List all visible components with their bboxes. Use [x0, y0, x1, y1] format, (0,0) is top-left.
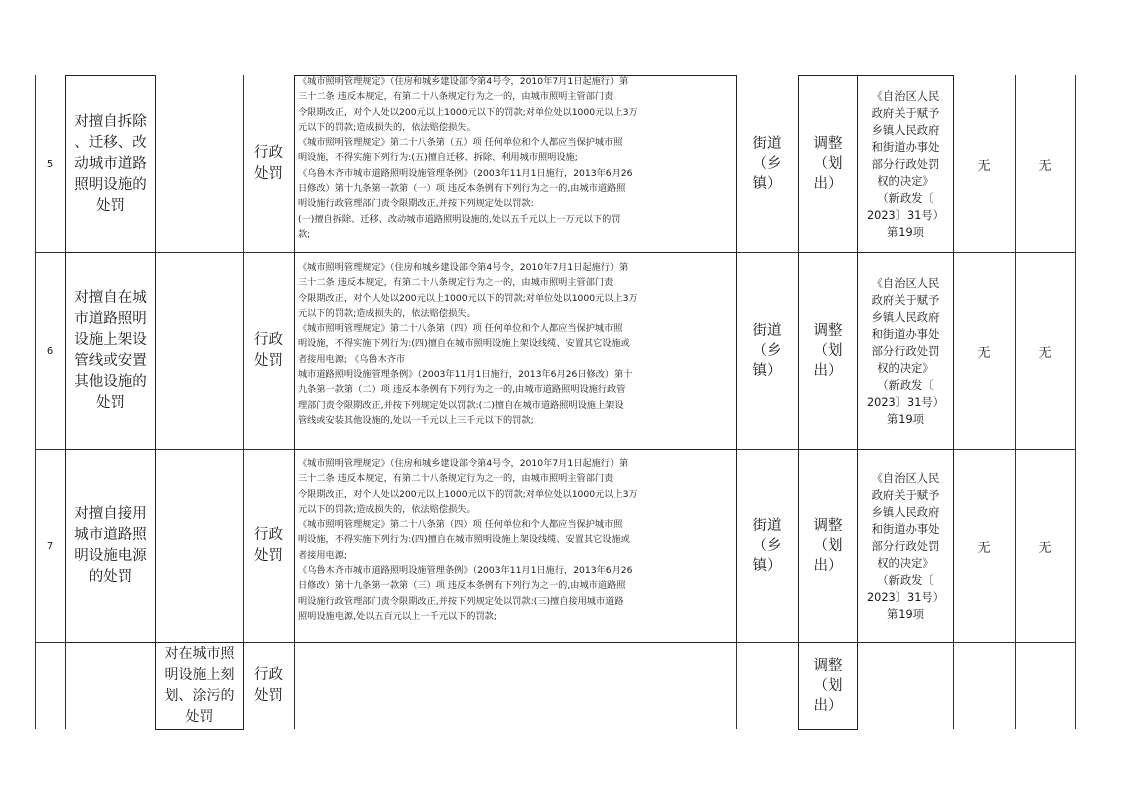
row-number: 6: [46, 345, 54, 357]
item-type: 行政 处罚: [254, 332, 283, 369]
item-type: 行政 处罚: [254, 145, 283, 182]
policy-document: 《自治区人民 政府关于赋予 乡镇人民政府 和街道办事处 部分行政处罚 权的决定》 （新政发〔 2023〕31号） 第19项: [866, 471, 944, 621]
exercise-level: 街道 （乡 镇）: [752, 323, 782, 379]
item-type: 行政 处罚: [254, 667, 283, 704]
policy-document: 《自治区人民 政府关于赋予 乡镇人民政府 和街道办事处 部分行政处罚 权的决定》 （新政发〔 2023〕31号） 第19项: [866, 276, 944, 426]
adjust-mode: 调整 （划 出）: [813, 518, 843, 574]
exercise-level: 街道 （乡 镇）: [752, 518, 782, 574]
none-value: 无: [977, 158, 991, 174]
none-value: 无: [977, 345, 991, 361]
adjust-mode: 调整 （划 出）: [813, 136, 843, 192]
row-number: 7: [46, 540, 54, 552]
legal-basis: 《城市照明管理规定》（住房和城乡建设部令第4号令，2010年7月1日起施行）第 三十二条 违反本规定，有第二十八条规定行为之一的，由城市照明主管部门责 令限期改正，对个人处以200元以上1000元以下的罚款;对单位处以1000元以上3万 元以下的罚款;造成损失的，依法赔偿损失。 《城市照明管理规定》第二十八条第（四）项 任何单位和个人都应当保护城市照 明设施，不得实施下列行为:(四)擅自在城市照明设施上架设线缆、安置其它设施或 者接用电源; 《乌鲁木齐市 城市道路照明设施管理条例》（2003年11月1日施行，2013年6月26日修改）第十 九条第一款第（二）项 违反本条例有下列行为之一的,由城市道路照明设施行政管 理部门责令限期改正,并按下列规定处以罚款:(二)擅自在城市道路照明设施上架设 管线或安装其他设施的,处以一千元以上三千元以下的罚款;: [298, 262, 638, 426]
none-value: 无: [1038, 540, 1052, 556]
item-type: 行政 处罚: [254, 527, 283, 564]
none-value: 无: [977, 540, 991, 556]
none-value: 无: [1038, 158, 1052, 174]
column-line: [1075, 75, 1076, 729]
none-value: 无: [1038, 345, 1052, 361]
row-number: 5: [46, 158, 54, 170]
legal-basis: 《城市照明管理规定》（住房和城乡建设部令第4号令，2010年7月1日起施行）第 三十二条 违反本规定，有第二十八条规定行为之一的，由城市照明主管部门责 令限期改正，对个人处以200元以上1000元以下的罚款;对单位处以1000元以上3万 元以下的罚款;造成损失的，依法赔偿损失。 《城市照明管理规定》第二十八条第（四）项 任何单位和个人都应当保护城市照 明设施，不得实施下列行为:(四)擅自在城市照明设施上架设线缆、安置其它设施或 者接用电源; 《乌鲁木齐市城市道路照明设施管理条例》（2003年11月1日施行，2013年6月26 日修改）第十九条第一款第（三）项 违反本条例有下列行为之一的,由城市道路照 明设施行政管理部门责令限期改正,并按下列规定处以罚款:(三)擅自接用城市道路 照明设施电源,处以五百元以上一千元以下的罚款;: [298, 458, 638, 622]
adjust-mode: 调整 （划 出）: [813, 323, 843, 379]
legal-basis: 《城市照明管理规定》（住房和城乡建设部令第4号令，2010年7月1日起施行）第 三十二条 违反本规定，有第二十八条规定行为之一的，由城市照明主管部门责 令限期改正，对个人处以200元以上1000元以下的罚款;对单位处以1000元以上3万 元以下的罚款;造成损失的，依法赔偿损失。 《城市照明管理规定》第二十八条第（五）项 任何单位和个人都应当保护城市照 明设施，不得实施下列行为:(五)擅自迁移、拆除、利用城市照明设施; 《乌鲁木齐市城市道路照明设施管理条例》（2003年11月1日施行，2013年6月26 日修改）第十九条第一款第（一）项 违反本条例有下列行为之一的,由城市道路照 明设施行政管理部门责令限期改正,并按下列规定处以罚款: (一)擅自拆除、迁移、改动城市道路照明设施的,处以五千元以上一万元以下的罚 款;: [298, 76, 638, 240]
policy-document: 《自治区人民 政府关于赋予 乡镇人民政府 和街道办事处 部分行政处罚 权的决定》 （新政发〔 2023〕31号） 第19项: [866, 89, 944, 239]
adjust-mode: 调整 （划 出）: [813, 658, 843, 714]
sub-item-name: 对在城市照 明设施上刻 划、涂污的 处罚: [164, 646, 235, 725]
item-name: 对擅自拆除 、迁移、改 动城市道路 照明设施的 处罚: [74, 113, 147, 214]
item-name: 对擅自在城 市道路照明 设施上架设 管线或安置 其他设施的 处罚: [74, 290, 147, 411]
item-name: 对擅自接用 城市道路照 明设施电源 的处罚: [74, 506, 147, 585]
exercise-level: 街道 （乡 镇）: [752, 136, 782, 192]
